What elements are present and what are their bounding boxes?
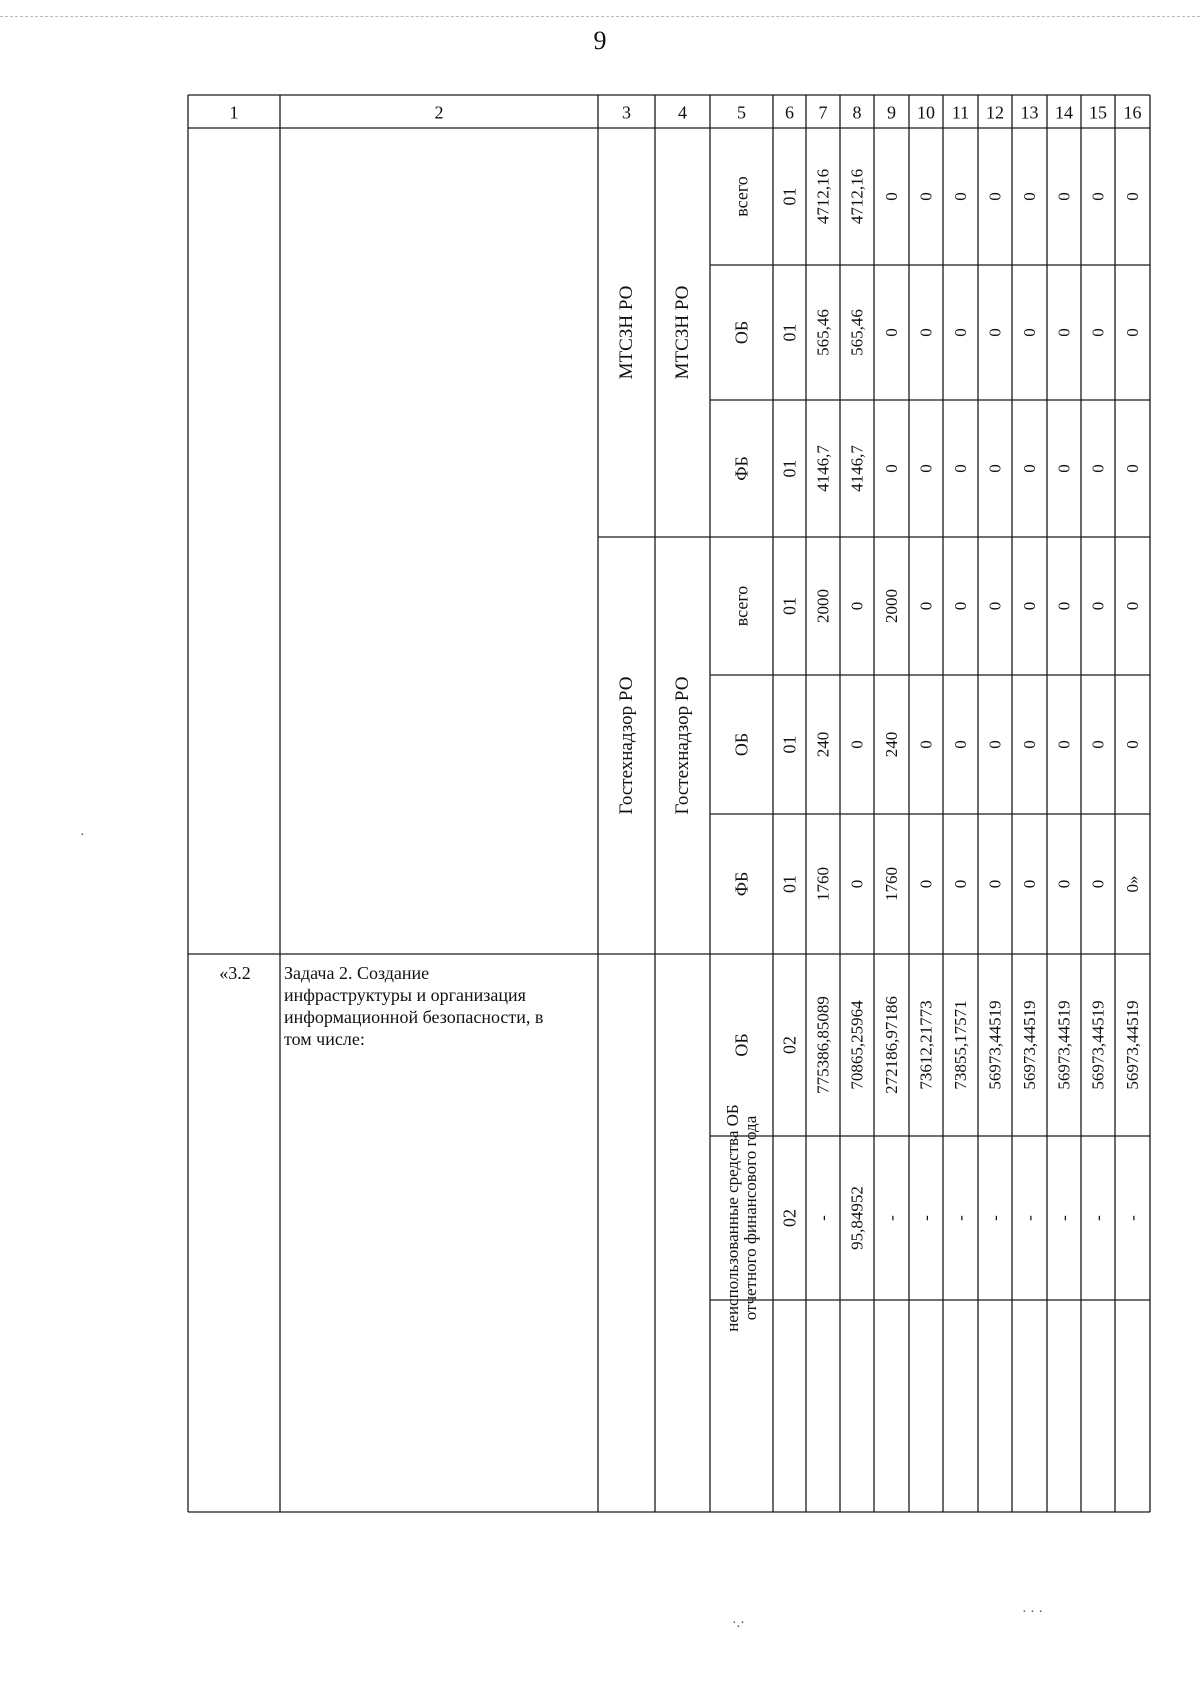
amount-cell: - — [882, 1215, 901, 1221]
amount-cell: 0 — [1020, 464, 1039, 473]
page-number: 9 — [593, 26, 607, 55]
amount-cell: 0 — [1020, 192, 1039, 201]
amount-cell: 0 — [985, 601, 1005, 611]
amount-cell: 0 — [951, 740, 970, 749]
amount-cell: 0 — [1123, 328, 1142, 337]
amount-cell: 0 — [1054, 740, 1074, 749]
header-cell-7: 7 — [818, 102, 828, 123]
executor-name: Гостехнадзор РО — [616, 676, 637, 815]
amount-cell: 2000 — [882, 589, 901, 623]
amount-cell: 0 — [951, 464, 970, 473]
amount-cell: 0 — [1088, 740, 1108, 749]
fund-source-label: ФБ — [731, 871, 752, 897]
task-description: инфраструктуры и организация — [284, 984, 526, 1005]
amount-cell: - — [985, 1215, 1005, 1221]
code-cell: 01 — [779, 459, 800, 478]
amount-cell: 0 — [1123, 601, 1142, 611]
code-cell: 01 — [779, 875, 800, 893]
participant-name: Гостехнадзор РО — [672, 676, 693, 815]
amount-cell: 0 — [1020, 879, 1039, 889]
amount-cell: 0 — [1088, 328, 1108, 337]
amount-cell: 4146,7 — [813, 445, 833, 492]
amount-cell: 775386,85089 — [813, 996, 833, 1094]
amount-cell: 0 — [1123, 464, 1142, 473]
amount-cell: 0 — [916, 328, 936, 337]
amount-cell: 0 — [951, 879, 970, 889]
amount-cell: 56973,44519 — [1123, 1000, 1142, 1090]
fund-source-label: ОБ — [731, 732, 752, 757]
scan-speck: · — [80, 828, 85, 843]
amount-cell: 0 — [882, 328, 901, 337]
amount-cell: 0 — [985, 192, 1005, 201]
amount-cell: 4146,7 — [847, 445, 867, 492]
amount-cell: 56973,44519 — [985, 1000, 1005, 1090]
amount-cell: 0» — [1123, 875, 1142, 893]
amount-cell: 95,84952 — [847, 1186, 867, 1250]
amount-cell: 4712,16 — [813, 168, 833, 225]
amount-cell: 272186,97186 — [882, 996, 901, 1094]
fund-source-label: всего — [731, 176, 752, 217]
scan-speck: · · · — [1022, 1605, 1043, 1620]
scan-speck: ·.· — [732, 1616, 745, 1631]
amount-cell: - — [1123, 1215, 1142, 1221]
amount-cell: 56973,44519 — [1088, 1000, 1108, 1090]
amount-cell: 0 — [1020, 740, 1039, 749]
amount-cell: 0 — [1123, 192, 1142, 201]
header-cell-13: 13 — [1020, 102, 1039, 123]
amount-cell: 0 — [1123, 740, 1142, 749]
fund-source-label: ОБ — [731, 1033, 752, 1057]
header-cell-10: 10 — [917, 102, 935, 123]
amount-cell: 0 — [847, 879, 867, 889]
amount-cell: 0 — [1054, 879, 1074, 889]
amount-cell: 0 — [951, 328, 970, 337]
task-description: информационной безопасности, в — [284, 1006, 544, 1027]
amount-cell: 56973,44519 — [1020, 1000, 1039, 1090]
amount-cell: 0 — [951, 601, 970, 611]
amount-cell: 0 — [916, 879, 936, 889]
participant-name: МТСЗН РО — [672, 285, 693, 380]
amount-cell: 565,46 — [847, 309, 867, 356]
amount-cell: 240 — [813, 731, 833, 758]
task-description: том числе: — [284, 1028, 365, 1049]
executor-name: МТСЗН РО — [616, 285, 637, 380]
amount-cell: 0 — [916, 192, 936, 201]
header-cell-5: 5 — [737, 102, 746, 123]
amount-cell: 0 — [1054, 464, 1074, 473]
code-cell: 01 — [779, 323, 800, 342]
header-cell-2: 2 — [434, 102, 444, 123]
header-cell-14: 14 — [1055, 102, 1073, 123]
amount-cell: 0 — [985, 464, 1005, 473]
code-cell: 01 — [779, 597, 800, 615]
fund-source-label: ФБ — [731, 456, 752, 481]
header-cell-11: 11 — [951, 102, 970, 123]
amount-cell: - — [1088, 1215, 1108, 1221]
amount-cell: - — [1054, 1215, 1074, 1221]
code-cell: 02 — [779, 1209, 800, 1227]
header-cell-9: 9 — [887, 102, 896, 123]
header-cell-8: 8 — [852, 102, 862, 123]
amount-cell: 0 — [882, 464, 901, 473]
amount-cell: 0 — [916, 464, 936, 473]
amount-cell: 0 — [1054, 192, 1074, 201]
header-cell-4: 4 — [678, 102, 687, 123]
amount-cell: 0 — [1088, 601, 1108, 611]
amount-cell: 565,46 — [813, 309, 833, 356]
code-cell: 02 — [779, 1036, 800, 1054]
amount-cell: 0 — [847, 740, 867, 749]
amount-cell: 0 — [1088, 192, 1108, 201]
amount-cell: 0 — [985, 879, 1005, 889]
amount-cell: 0 — [847, 601, 867, 611]
amount-cell: 0 — [1020, 601, 1039, 611]
amount-cell: 240 — [882, 731, 901, 758]
amount-cell: 1760 — [813, 867, 833, 901]
fund-source-label: всего — [731, 585, 752, 627]
amount-cell: 0 — [916, 740, 936, 749]
amount-cell: 73855,17571 — [951, 1000, 970, 1090]
amount-cell: 70865,25964 — [847, 1000, 867, 1090]
amount-cell: 0 — [985, 328, 1005, 337]
amount-cell: 0 — [916, 601, 936, 611]
amount-cell: 73612,21773 — [916, 1000, 936, 1090]
amount-cell: 0 — [882, 192, 901, 201]
code-cell: 01 — [779, 735, 800, 754]
amount-cell: - — [916, 1215, 936, 1221]
amount-cell: 2000 — [813, 589, 833, 623]
amount-cell: 0 — [951, 192, 970, 201]
amount-cell: 56973,44519 — [1054, 1000, 1074, 1090]
amount-cell: 0 — [1020, 328, 1039, 337]
fund-source-label: отчетного финансового года — [741, 1115, 760, 1321]
amount-cell: 4712,16 — [847, 168, 867, 225]
amount-cell: - — [813, 1215, 833, 1221]
amount-cell: 1760 — [882, 867, 901, 901]
header-cell-3: 3 — [622, 102, 631, 123]
header-cell-15: 15 — [1089, 102, 1107, 123]
fund-source-label: неиспользованные средства ОБ — [723, 1104, 742, 1332]
fund-source-label: ОБ — [731, 320, 752, 345]
item-number: «3.2 — [219, 962, 251, 983]
header-cell-1: 1 — [229, 102, 239, 123]
header-cell-6: 6 — [785, 102, 794, 123]
amount-cell: 0 — [1088, 464, 1108, 473]
amount-cell: 0 — [985, 740, 1005, 749]
amount-cell: 0 — [1088, 879, 1108, 889]
amount-cell: - — [951, 1215, 970, 1221]
code-cell: 01 — [779, 187, 800, 206]
amount-cell: 0 — [1054, 601, 1074, 611]
amount-cell: - — [1020, 1215, 1039, 1221]
header-cell-12: 12 — [986, 102, 1004, 123]
task-description: Задача 2. Создание — [284, 962, 430, 983]
header-cell-16: 16 — [1123, 102, 1142, 123]
amount-cell: 0 — [1054, 328, 1074, 337]
